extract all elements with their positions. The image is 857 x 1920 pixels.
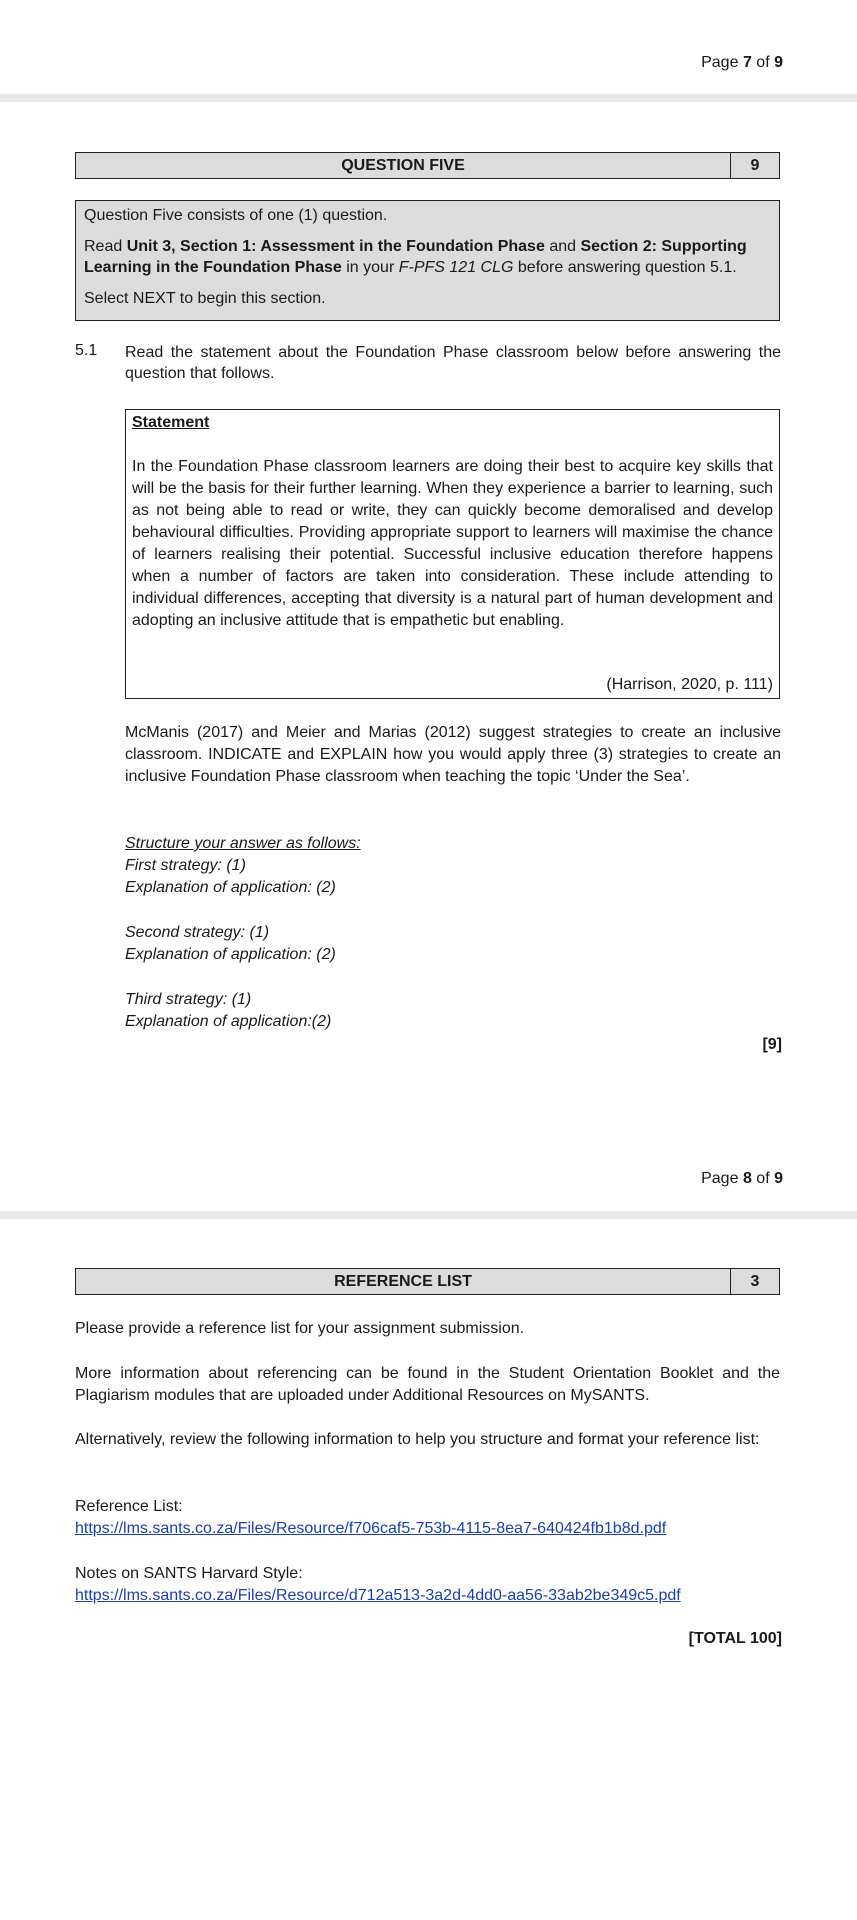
reference-list-label: Reference List: xyxy=(75,1498,183,1515)
reference-list-header xyxy=(75,1268,780,1295)
third-explanation: Explanation of application:(2) xyxy=(125,1013,332,1030)
second-strategy: Second strategy: (1) xyxy=(125,924,270,941)
intro-read: Read xyxy=(84,238,123,255)
intro-in-your: in your xyxy=(346,259,395,276)
page-number-7 xyxy=(701,54,783,72)
third-strategy: Third strategy: (1) xyxy=(125,991,252,1008)
question-text: Read the statement about the Foundation Phase classroom below before answering the question that follows. xyxy=(125,344,781,382)
question-five-header xyxy=(75,152,780,179)
statement-box xyxy=(125,409,780,699)
page-of: of xyxy=(756,54,770,71)
page-current: 7 xyxy=(742,54,752,71)
intro-and: and xyxy=(549,238,577,255)
question-total: [9] xyxy=(762,1036,782,1053)
intro-unit-ref: Unit 3, Section 1: Assessment in the Foundation Phase xyxy=(126,238,545,255)
reference-list-title: REFERENCE LIST xyxy=(334,1272,472,1290)
statement-heading: Statement xyxy=(132,414,210,431)
page-separator xyxy=(0,94,857,102)
page-total: 9 xyxy=(774,54,783,71)
task-text: McManis (2017) and Meier and Marias (2012) suggest strategies to create an inclusive classroom. INDICATE and EXPLAIN how you would apply three (3) strategies to create an inclusive Foundation Phase classroom when teaching the topic ‘Under the Sea’. xyxy=(125,724,781,785)
reference-para-3: Alternatively, review the following information to help you structure and format your reference list: xyxy=(75,1431,760,1448)
intro-section-ref: Section 2: Supporting Learning in the Foundation Phase xyxy=(84,238,747,276)
reference-list-link-line xyxy=(75,1518,780,1540)
structure-heading-text: Structure your answer as follows: xyxy=(125,835,361,852)
structure-heading xyxy=(125,833,361,855)
harvard-notes-link-line xyxy=(75,1585,780,1607)
reference-list-marks: 3 xyxy=(730,1269,779,1294)
page-label: Page xyxy=(701,54,739,71)
page-number-8 xyxy=(701,1170,783,1188)
question-number: 5.1 xyxy=(75,342,98,359)
grand-total: [TOTAL 100] xyxy=(688,1630,782,1647)
first-strategy: First strategy: (1) xyxy=(125,857,246,874)
question-five-marks: 9 xyxy=(730,153,779,178)
intro-line: Question Five consists of one (1) question. xyxy=(84,207,388,224)
reference-para-1: Please provide a reference list for your assignment submission. xyxy=(75,1320,525,1337)
first-explanation: Explanation of application: (2) xyxy=(125,879,336,896)
page-total: 9 xyxy=(774,1170,783,1187)
page-of: of xyxy=(756,1170,770,1187)
harvard-notes-label: Notes on SANTS Harvard Style: xyxy=(75,1565,303,1582)
statement-body: In the Foundation Phase classroom learners are doing their best to acquire key skills that will be the basis for their further learning. When they experience a barrier to learning, such as not being able to read or write, they can quickly become demoralised and develop behavioural difficulties. Providing appropriate support to learners will maximise the chance of learners realising their potential. Successful inclusive education therefore happens when a number of factors are taken into consideration. These include attending to individual differences, accepting that diversity is a natural part of human development and adopting an inclusive attitude that is empathetic but enabling. xyxy=(132,458,773,629)
intro-read-instruction xyxy=(84,236,771,278)
page-separator xyxy=(0,1211,857,1219)
statement-citation: (Harrison, 2020, p. 111) xyxy=(606,676,773,693)
intro-before: before answering question 5.1. xyxy=(517,259,737,276)
page-label: Page xyxy=(701,1170,739,1187)
harvard-notes-link[interactable]: https://lms.sants.co.za/Files/Resource/d712a513-3a2d-4dd0-aa56-33ab2be349c5.pdf xyxy=(75,1587,681,1604)
page-current: 8 xyxy=(742,1170,752,1187)
intro-next: Select NEXT to begin this section. xyxy=(84,290,326,307)
second-explanation: Explanation of application: (2) xyxy=(125,946,336,963)
question-five-title: QUESTION FIVE xyxy=(341,156,465,174)
reference-list-link[interactable]: https://lms.sants.co.za/Files/Resource/f706caf5-753b-4115-8ea7-640424fb1b8d.pdf xyxy=(75,1520,667,1537)
intro-clg: F-PFS 121 CLG xyxy=(398,259,514,276)
reference-para-2: More information about referencing can be found in the Student Orientation Booklet and the Plagiarism modules that are uploaded under Additional Resources on MySANTS. xyxy=(75,1365,780,1404)
question-five-intro xyxy=(75,200,780,321)
